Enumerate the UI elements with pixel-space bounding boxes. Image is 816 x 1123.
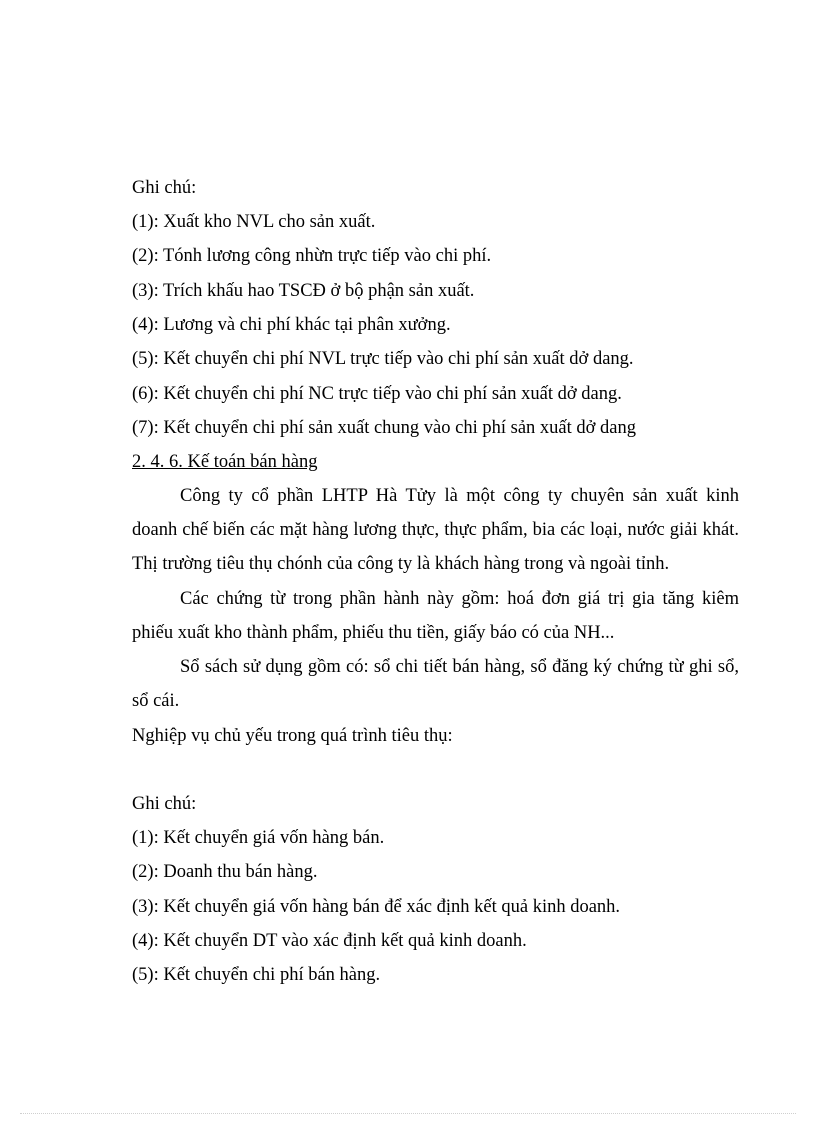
note-item: (3): Trích khấu hao TSCĐ ở bộ phận sản xuất. — [132, 281, 475, 301]
note-item: (1): Kết chuyển giá vốn hàng bán. — [132, 828, 385, 848]
note-item: (7): Kết chuyển chi phí sản xuất chung vào chi phí sản xuất dở dang — [132, 418, 637, 438]
paragraph-line: Thị trường tiêu thụ chónh của công ty là khách hàng trong và ngoài tỉnh. — [132, 554, 670, 574]
note-item: (4): Lương và chi phí khác tại phân xưởng. — [132, 315, 451, 335]
paragraph-line: doanh chế biến các mặt hàng lương thực, thực phẩm, bia các loại, nước giải khát. — [132, 520, 739, 540]
paragraph-line: Công ty cổ phần LHTP Hà Tửy là một công ty chuyên sản xuất kinh — [180, 486, 739, 506]
paragraph-line: Sổ sách sử dụng gồm có: sổ chi tiết bán hàng, sổ đăng ký chứng từ ghi sổ, — [180, 657, 739, 677]
note-item: (2): Tónh lương công nhừn trực tiếp vào chi phí. — [132, 246, 492, 266]
notes-heading: Ghi chú: — [132, 794, 197, 814]
notes-heading: Ghi chú: — [132, 178, 197, 198]
note-item: (3): Kết chuyển giá vốn hàng bán để xác định kết quả kinh doanh. — [132, 897, 621, 917]
paragraph-line: Nghiệp vụ chủ yếu trong quá trình tiêu thụ: — [132, 726, 453, 746]
note-item: (2): Doanh thu bán hàng. — [132, 862, 318, 882]
note-item: (6): Kết chuyển chi phí NC trực tiếp vào chi phí sản xuất dở dang. — [132, 384, 622, 404]
paragraph-line: phiếu xuất kho thành phẩm, phiếu thu tiền, giấy báo có của NH... — [132, 623, 615, 643]
note-item: (4): Kết chuyển DT vào xác định kết quả kinh doanh. — [132, 931, 527, 951]
note-item: (5): Kết chuyển chi phí NVL trực tiếp vào chi phí sản xuất dở dang. — [132, 349, 634, 369]
note-item: (1): Xuất kho NVL cho sản xuất. — [132, 212, 376, 232]
paragraph-line: sổ cái. — [132, 691, 180, 711]
page-bottom-divider — [20, 1113, 796, 1114]
section-heading: 2. 4. 6. Kế toán bán hàng — [132, 452, 318, 472]
note-item: (5): Kết chuyển chi phí bán hàng. — [132, 965, 381, 985]
paragraph-line: Các chứng từ trong phần hành này gồm: hoá đơn giá trị gia tăng kiêm — [180, 589, 739, 609]
